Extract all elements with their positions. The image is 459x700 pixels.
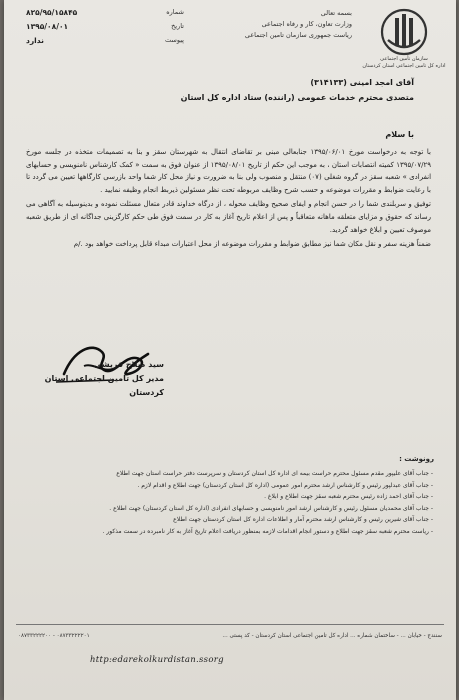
footer-website-link[interactable]: http:edarekolkurdistan.ssorg — [90, 655, 224, 665]
cc-item: - جناب آقای عبدلپور رئیس و کارشناس ارشد محترم امور عمومی (اداره کل استان کردستان) جهت اطلاع و اقدام لازم . — [137, 481, 433, 489]
letterhead-center — [192, 8, 352, 41]
recipient-position: متصدی محترم خدمات عمومی (راننده) ستاد اداره کل استان — [180, 93, 414, 102]
meta-number-row — [18, 8, 190, 22]
signer-title: مدیر کل تامین اجتماعی استان — [44, 374, 164, 383]
letter-date: ۱۳۹۵/۰۸/۰۱ — [26, 22, 69, 31]
body-paragraph: ضمناً هزینه سفر و نقل مکان شما نیز مطابق ضوابط و مقررات موضوعه از محل اعتبارات مبداء قابل پرداخت خواهد بود ./م — [73, 240, 431, 249]
meta-label: پیوست — [165, 36, 184, 44]
letterhead-line: بسمه تعالی — [320, 9, 352, 17]
greeting: با سلام — [385, 130, 414, 139]
body-paragraph: توفیق و سربلندی شما را در حسن انجام و ایفای صحیح وظایف محوله ، از درگاه خداوند قادر متعال مسئلت نموده و بدینوسیله به آگاهی می رساند که حقوق و مزایای متعلقه ماهانه متعاقباً و پس از اعلام تاریخ آغاز به کار در سمت فوق طی حکم کارگزینی جداگانه ای از طریق شعبه موصوف تعیین و ابلاغ خواهد گردید. — [26, 200, 431, 234]
footer-address: سنندج - خیابان ... - ساختمان شماره ... اداره کل تامین اجتماعی استان کردستان - کد پستی ... — [222, 633, 442, 639]
logo-caption: سازمان تأمین اجتماعی اداره کل تامین اجتماعی استان کردستان — [362, 56, 446, 69]
signer-region: کردستان — [129, 388, 164, 397]
signer-name: سید صلاح قریشی — [93, 360, 164, 369]
meta-label: تاریخ — [171, 22, 184, 30]
cc-item: - جناب آقای احمد زاده رئیس محترم شعبه سقز جهت اطلاع و ابلاغ . — [264, 493, 433, 501]
letterhead-line: وزارت تعاون، کار و رفاه اجتماعی — [261, 20, 352, 28]
recipient-address — [44, 75, 414, 105]
meta-label: شماره — [166, 8, 184, 16]
cc-item: - جناب آقای شیرین رئیس و کارشناس ارشد محترم آمار و اطلاعات اداره کل استان کردستان جهت اطلاع — [173, 516, 433, 524]
body-paragraph: با توجه به درخواست مورخ ۱۳۹۵/۰۶/۰۱ جنابعالی مبنی بر تقاضای انتقال به شهرستان سقز و بنا به تصمیمات متخذه در جلسه مورخ ۱۳۹۵/۰۷/۲۹ کمیته انتصابات استان ، به موجب این حکم از تاریخ ۱۳۹۵/۰۸/۰۱ از عنوان فوق به سمت « کمک کارشناس نامنویسی و حسابهای انفرادی » شعبه سقز در گروه شغلی (۰۷) منتقل و منصوب ولی بنا به ضرورت و نیاز محل کار شما واحد بازرسی کارگاهها تعیین می گردد تا با رعایت ضوابط و مقررات موضوعه و حسب شرح وظایف مربوطه تحت نظر مسئولین ذیربط انجام وظیفه نمایید . — [26, 148, 432, 194]
letter-attachment: ندارد — [26, 36, 44, 45]
letter-body — [26, 146, 431, 253]
letterhead-line: ریاست جمهوری سازمان تامین اجتماعی — [244, 31, 352, 39]
letter-page — [4, 0, 456, 700]
cc-item: - ریاست محترم شعبه سقز جهت اطلاع و دستور انجام اقدامات لازمه بمنظور دریافت اعلام تاریخ آغاز به کار نامبرده در سمت مذکور . — [102, 527, 433, 535]
recipient-name: آقای امجد امینی (۳۱۴۱۳۳) — [310, 78, 414, 87]
letter-meta — [18, 8, 190, 50]
letter-number: ۸۲۵/۹۵/۱۵۸۴۵ — [26, 8, 78, 17]
footer-phone: ۰۸۷۳۳۲۲۲۲۰۰ - ۰۸۷۳۳۲۲۲۲۰۱ — [18, 633, 90, 639]
cc-item: - جناب آقای علیپور مقدم مسئول محترم حراست بیمه ای اداره کل استان کردستان و سرپرست دفتر حراست استان جهت اطلاع — [116, 470, 433, 477]
cc-item: - جناب آقای محمدیان مسئول رئیس و کارشناس ارشد امور نامنویسی و حسابهای انفرادی (اداره کل استان کردستان) جهت اطلاع . — [109, 504, 433, 512]
cc-heading: رونوشت : — [399, 455, 434, 463]
cc-list — [28, 468, 433, 538]
meta-date-row — [18, 22, 190, 36]
footer-divider — [16, 624, 444, 625]
meta-attachment-row — [18, 36, 190, 50]
signer-block — [24, 358, 164, 400]
letter-footer — [18, 632, 442, 641]
